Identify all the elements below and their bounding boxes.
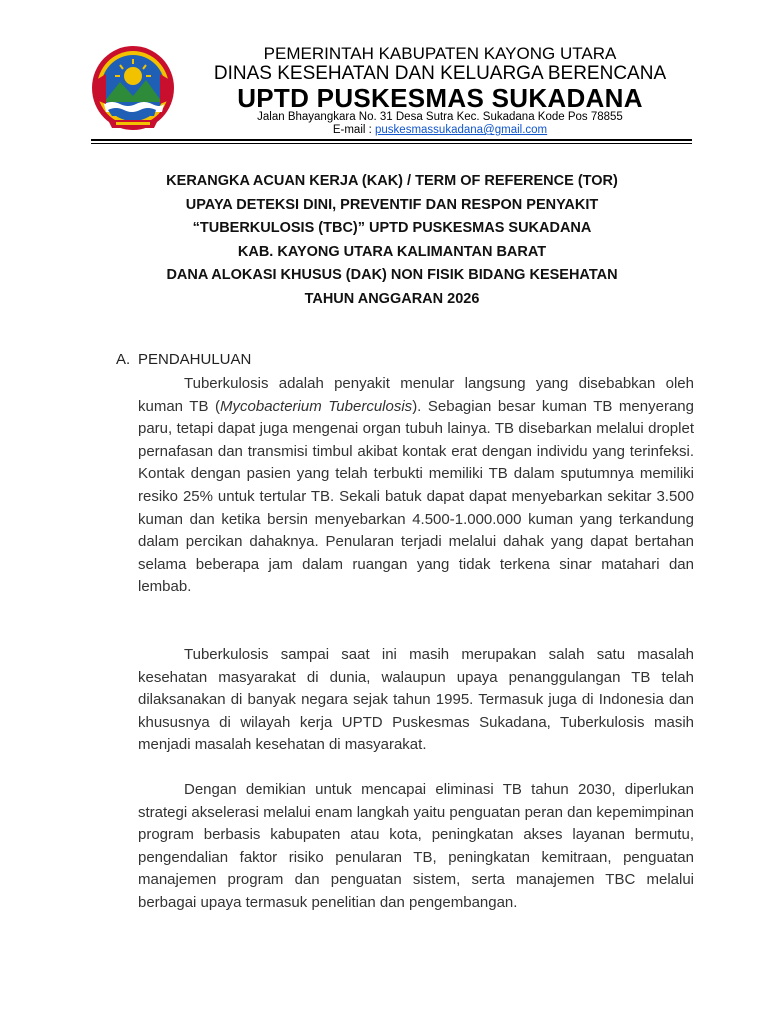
- paragraph-text: Tuberkulosis adalah penyakit menular langsung yang disebabkan oleh kuman TB (: [138, 375, 694, 415]
- title-line: UPAYA DETEKSI DINI, PREVENTIF DAN RESPON PENYAKIT: [185, 196, 599, 213]
- letterhead-divider-thick: [91, 139, 692, 141]
- government-name: PEMERINTAH KABUPATEN KAYONG UTARA: [263, 44, 617, 63]
- paragraph-2: [138, 644, 694, 757]
- department-name: DINAS KESEHATAN DAN KELUARGA BERENCANA: [213, 63, 667, 84]
- paragraph-text: Dengan demikian untuk mencapai eliminasi TB tahun 2030, diperlukan strategi akselerasi melalui enam langkah yaitu penguatan peran dan kepemimpinan program berbasis kabupaten atau kota, peningkatan akses layanan bermutu, pengendalian faktor risiko penularan TB, peningkatan kemitraan, penguatan manajemen program dan penguatan sistem, serta manajemen TBC melalui berbagai upaya termasuk penelitian dan pengembangan.: [138, 781, 694, 911]
- section-heading: [116, 350, 251, 370]
- section-title: PENDAHULUAN: [138, 351, 252, 368]
- letterhead-divider-thin: [91, 143, 692, 144]
- institution-name: UPTD PUSKESMAS SUKADANA: [237, 83, 643, 113]
- title-line: “TUBERKULOSIS (TBC)” UPTD PUSKESMAS SUKADANA: [192, 220, 592, 236]
- title-line: TAHUN ANGGARAN 2026: [304, 290, 480, 307]
- title-line: DANA ALOKASI KHUSUS (DAK) NON FISIK BIDANG KESEHATAN: [166, 267, 618, 283]
- paragraph-text: ). Sebagian besar kuman TB menyerang paru, tetapi dapat juga mengenai organ tubuh lainya. TB disebarkan melalui droplet pernafasan dan transmisi timbul akibat kontak erat dengan individu yang terinfeksi. Kontak dengan pasien yang telah terbukti memiliki TB dalam sputumnya memiliki resiko 25% untuk tertular TB. Sekali batuk dapat dapat menyebarkan sekitar 3.500 kuman dan ketika bersin menyebarkan 4.500-1.000.000 kuman yang terkandung dalam percikan dahaknya. Penularan terjadi melalui dahak yang dapat bertahan selama beberapa jam dalam ruangan yang tidak terkena sinar matahari dan lembab.: [138, 397, 694, 596]
- email-link[interactable]: puskesmassukadana@gmail.com: [375, 124, 548, 136]
- email-label: E-mail :: [332, 124, 376, 136]
- paragraph-text: Tuberkulosis sampai saat ini masih merupakan salah satu masalah kesehatan masyarakat di dunia, walaupun upaya penanggulangan TB telah dilaksanakan di banyak negara sejak tahun 1995. Termasuk juga di Indonesia dan khususnya di wilayah kerja UPTD Puskesmas Sukadana, Tuberkulosis masih menjadi masalah kesehatan di masyarakat.: [138, 646, 694, 754]
- title-line: KERANGKA ACUAN KERJA (KAK) / TERM OF REFERENCE (TOR): [166, 173, 618, 189]
- scientific-name: Mycobacterium Tuberculosis: [220, 397, 413, 415]
- email-line: [180, 124, 700, 137]
- paragraph-1: [138, 373, 694, 599]
- section-number: A.: [116, 351, 131, 368]
- regency-seal-logo: [90, 44, 176, 134]
- kayong-utara-regency-seal-icon: [90, 44, 176, 134]
- address-line: Jalan Bhayangkara No. 31 Desa Sutra Kec. Sukadana Kode Pos 78855: [257, 111, 623, 123]
- title-line: KAB. KAYONG UTARA KALIMANTAN BARAT: [237, 243, 547, 260]
- document-title-block: [100, 170, 684, 311]
- paragraph-3: [138, 779, 694, 915]
